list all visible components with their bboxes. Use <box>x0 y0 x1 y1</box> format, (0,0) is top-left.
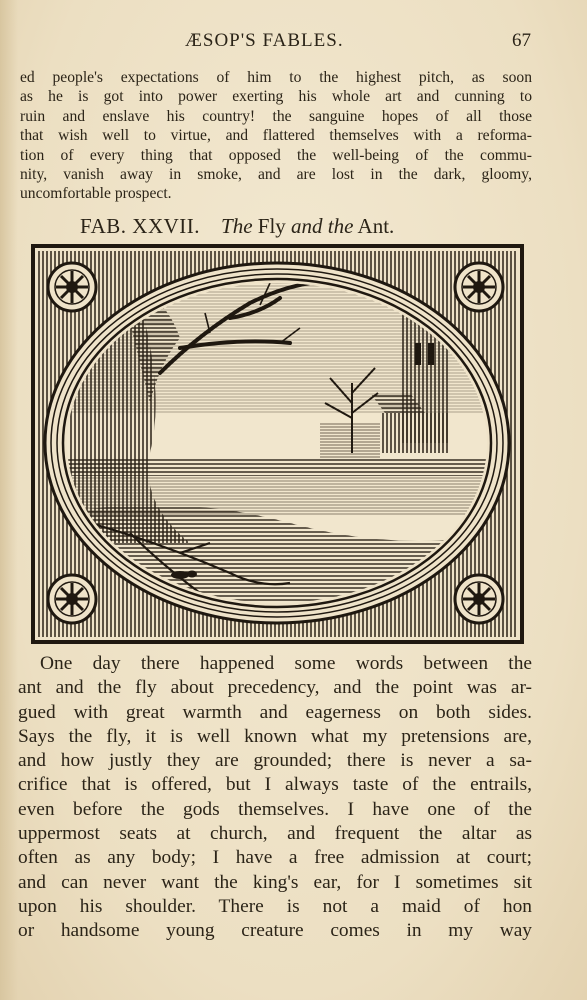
rosette-icon <box>455 263 503 311</box>
intro-line: tion of every thing that opposed the well-being of the commu- <box>20 146 532 164</box>
running-title: ÆSOP'S FABLES. <box>185 30 344 51</box>
fable-title-word: Fly <box>257 214 286 238</box>
body-line: crifice that is offered, but I always taste of the entrails, <box>18 774 532 796</box>
intro-line: ruin and enslave his country! the sanguine hopes of all those <box>20 107 532 125</box>
page-number: 67 <box>512 30 531 51</box>
intro-line: uncomfortable prospect. <box>20 185 172 203</box>
intro-line: that wish well to virtue, and flattered themselves with a reforma- <box>20 127 532 145</box>
fable-body <box>18 652 532 944</box>
fable-title-word: and <box>291 214 323 238</box>
rosette-icon <box>455 575 503 623</box>
intro-line: as he is got into power exerting his whole art and cunning to <box>20 88 532 106</box>
woodcut-illustration <box>30 243 525 645</box>
page-gutter-shadow <box>0 0 18 1000</box>
body-line: often as any body; I have a free admission at court; <box>18 847 532 869</box>
intro-line: nity, vanish away in smoke, and are lost in the dark, gloomy, <box>20 166 532 184</box>
intro-line: ed people's expectations of him to the highest pitch, as soon <box>20 69 532 86</box>
body-line: and how justly they are grounded; there is never a sa- <box>18 750 532 772</box>
body-line: One day there happened some words between the <box>40 653 532 674</box>
body-line: Says the fly, it is well known what my pretensions are, <box>18 725 532 747</box>
fable-number: FAB. XXVII. <box>80 214 201 238</box>
running-head <box>0 30 587 54</box>
fable-title-word: Ant. <box>357 214 395 238</box>
body-line: ant and the fly about precedency, and the point was ar- <box>18 677 532 699</box>
body-line: uppermost seats at church, and frequent the altar as <box>18 823 532 845</box>
intro-paragraph <box>20 68 532 204</box>
body-line: or handsome young creature comes in my way <box>18 920 532 942</box>
fable-heading <box>80 214 500 239</box>
rosette-icon <box>48 575 96 623</box>
fable-title-word: the <box>327 214 354 238</box>
body-line: gued with great warmth and eagerness on both sides. <box>18 701 532 723</box>
woodcut-svg <box>30 243 525 645</box>
body-line: upon his shoulder. There is not a maid of hon <box>18 895 532 917</box>
body-line: and can never want the king's ear, for I sometimes sit <box>18 871 532 893</box>
rosette-icon <box>48 263 96 311</box>
fable-title-word: The <box>221 214 253 238</box>
body-line: even before the gods themselves. I have one of the <box>18 798 532 820</box>
